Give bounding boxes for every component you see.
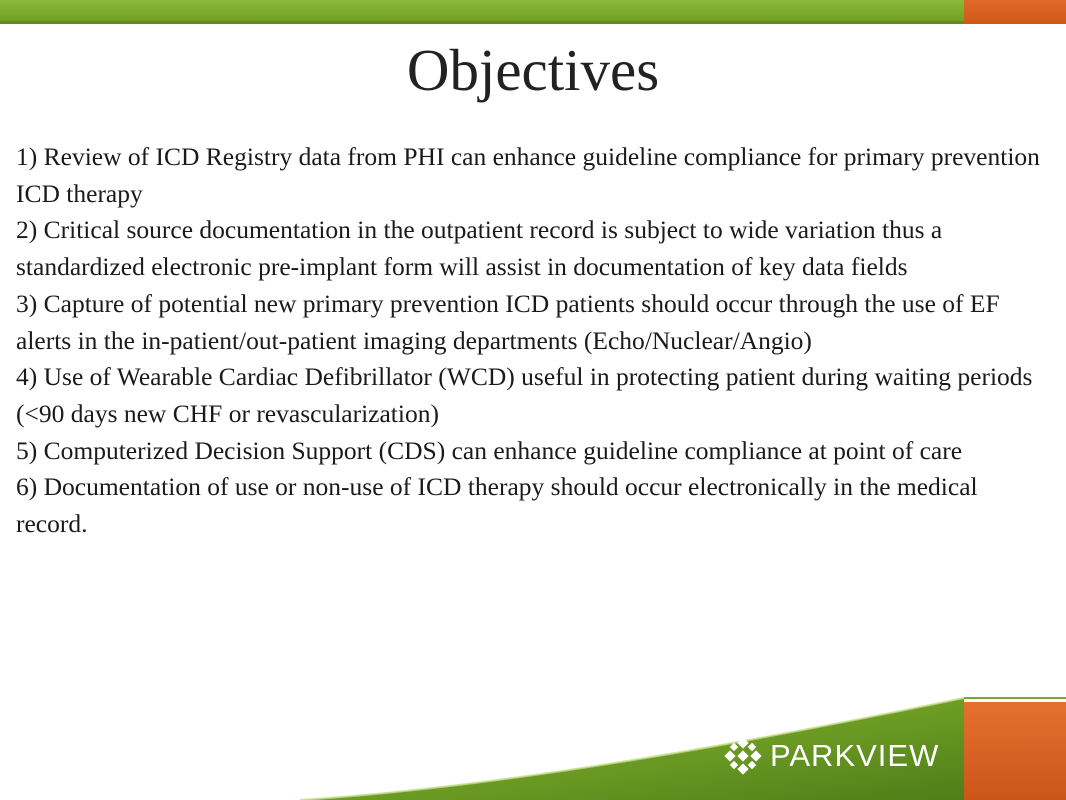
parkview-logo — [724, 733, 939, 779]
objective-item-2: 2) Critical source documentation in the outpatient record is subject to wide variation thus a standardized electronic pre-implant form will assist in documentation of key data fields — [16, 215, 943, 282]
top-green-bar — [0, 0, 964, 24]
parkview-flower-icon — [724, 737, 762, 775]
top-orange-accent — [964, 0, 1066, 24]
objective-item-1: 1) Review of ICD Registry data from PHI can enhance guideline compliance for primary prevention ICD therapy — [16, 142, 1040, 208]
objective-item-3: 3) Capture of potential new primary prevention ICD patients should occur through the use of EF alerts in the in-patient/out-patient imaging departments (Echo/Nuclear/Angio) — [16, 288, 1000, 355]
objective-item-4: 4) Use of Wearable Cardiac Defibrillator (WCD) useful in protecting patient during waiting periods (<90 days new CHF or revascularization) — [16, 362, 1033, 428]
objective-item-6: 6) Documentation of use or non-use of ICD therapy should occur electronically in the medical record. — [16, 472, 978, 539]
logo-text: PARKVIEW — [770, 738, 940, 773]
objectives-list — [16, 139, 1050, 543]
objective-item-5: 5) Computerized Decision Support (CDS) can enhance guideline compliance at point of care — [16, 435, 963, 465]
slide-title: Objectives — [406, 37, 660, 103]
